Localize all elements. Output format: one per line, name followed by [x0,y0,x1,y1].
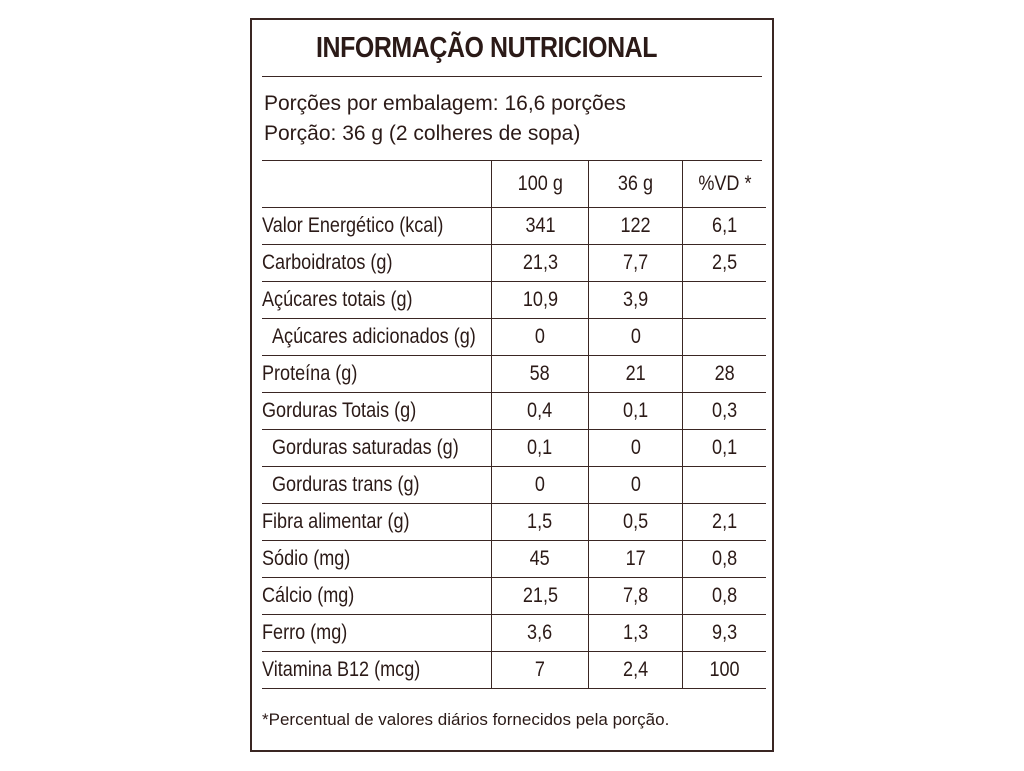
value-vd: 6,1 [683,208,766,245]
value-per-100g: 0 [492,467,588,504]
footnote: *Percentual de valores diários fornecidos pela porção. [262,710,670,729]
table-row [262,208,766,245]
value-vd: 2,1 [683,504,766,541]
value-per-100g: 341 [492,208,588,245]
nutrient-name: Cálcio (mg) [262,578,492,615]
servings-per-package: Porções por embalagem: 16,6 porções [264,92,626,115]
value-per-100g: 58 [492,356,588,393]
table-header-row [262,161,766,208]
table-row [262,504,766,541]
nutrition-label [250,18,774,752]
nutrient-name: Vitamina B12 (mcg) [262,652,492,689]
serving-size: Porção: 36 g (2 colheres de sopa) [264,122,581,145]
value-per-portion: 122 [588,208,682,245]
value-vd [683,282,766,319]
value-per-portion: 0 [588,430,682,467]
nutrient-name: Gorduras saturadas (g) [262,430,492,467]
value-vd [683,319,766,356]
nutrient-name: Gorduras Totais (g) [262,393,492,430]
value-vd: 9,3 [683,615,766,652]
value-vd: 0,3 [683,393,766,430]
value-per-100g: 0 [492,319,588,356]
value-vd: 0,1 [683,430,766,467]
header-per-100g: 100 g [492,161,588,208]
nutrient-name: Fibra alimentar (g) [262,504,492,541]
header-name-cell [262,161,492,208]
nutrient-name: Carboidratos (g) [262,245,492,282]
value-vd: 0,8 [683,578,766,615]
title-divider [262,76,762,77]
table-row [262,430,766,467]
value-per-100g: 0,1 [492,430,588,467]
value-per-100g: 1,5 [492,504,588,541]
table-row [262,245,766,282]
value-per-100g: 21,5 [492,578,588,615]
value-per-portion: 7,7 [588,245,682,282]
value-per-100g: 45 [492,541,588,578]
value-per-100g: 0,4 [492,393,588,430]
value-per-portion: 0,1 [588,393,682,430]
nutrient-name: Proteína (g) [262,356,492,393]
nutrient-name: Açúcares adicionados (g) [262,319,492,356]
value-per-portion: 0 [588,467,682,504]
nutrition-table [262,161,766,689]
value-per-portion: 3,9 [588,282,682,319]
value-per-portion: 17 [588,541,682,578]
table-row [262,578,766,615]
table-row [262,541,766,578]
table-row [262,393,766,430]
value-vd: 2,5 [683,245,766,282]
value-per-100g: 3,6 [492,615,588,652]
table-row [262,652,766,689]
nutrient-name: Valor Energético (kcal) [262,208,492,245]
nutrient-name: Açúcares totais (g) [262,282,492,319]
value-per-portion: 0 [588,319,682,356]
nutrient-name: Gorduras trans (g) [262,467,492,504]
value-vd: 28 [683,356,766,393]
nutrient-name: Ferro (mg) [262,615,492,652]
value-per-portion: 1,3 [588,615,682,652]
value-vd [683,467,766,504]
value-per-100g: 21,3 [492,245,588,282]
table-row [262,356,766,393]
value-per-portion: 21 [588,356,682,393]
header-vd: %VD * [683,161,766,208]
value-per-portion: 0,5 [588,504,682,541]
value-per-portion: 7,8 [588,578,682,615]
value-per-portion: 2,4 [588,652,682,689]
label-title: INFORMAÇÃO NUTRICIONAL [316,32,658,64]
table-row [262,615,766,652]
table-row [262,282,766,319]
value-per-100g: 10,9 [492,282,588,319]
table-row [262,467,766,504]
nutrient-name: Sódio (mg) [262,541,492,578]
value-vd: 100 [683,652,766,689]
table-row [262,319,766,356]
value-per-100g: 7 [492,652,588,689]
value-vd: 0,8 [683,541,766,578]
header-per-portion: 36 g [588,161,682,208]
